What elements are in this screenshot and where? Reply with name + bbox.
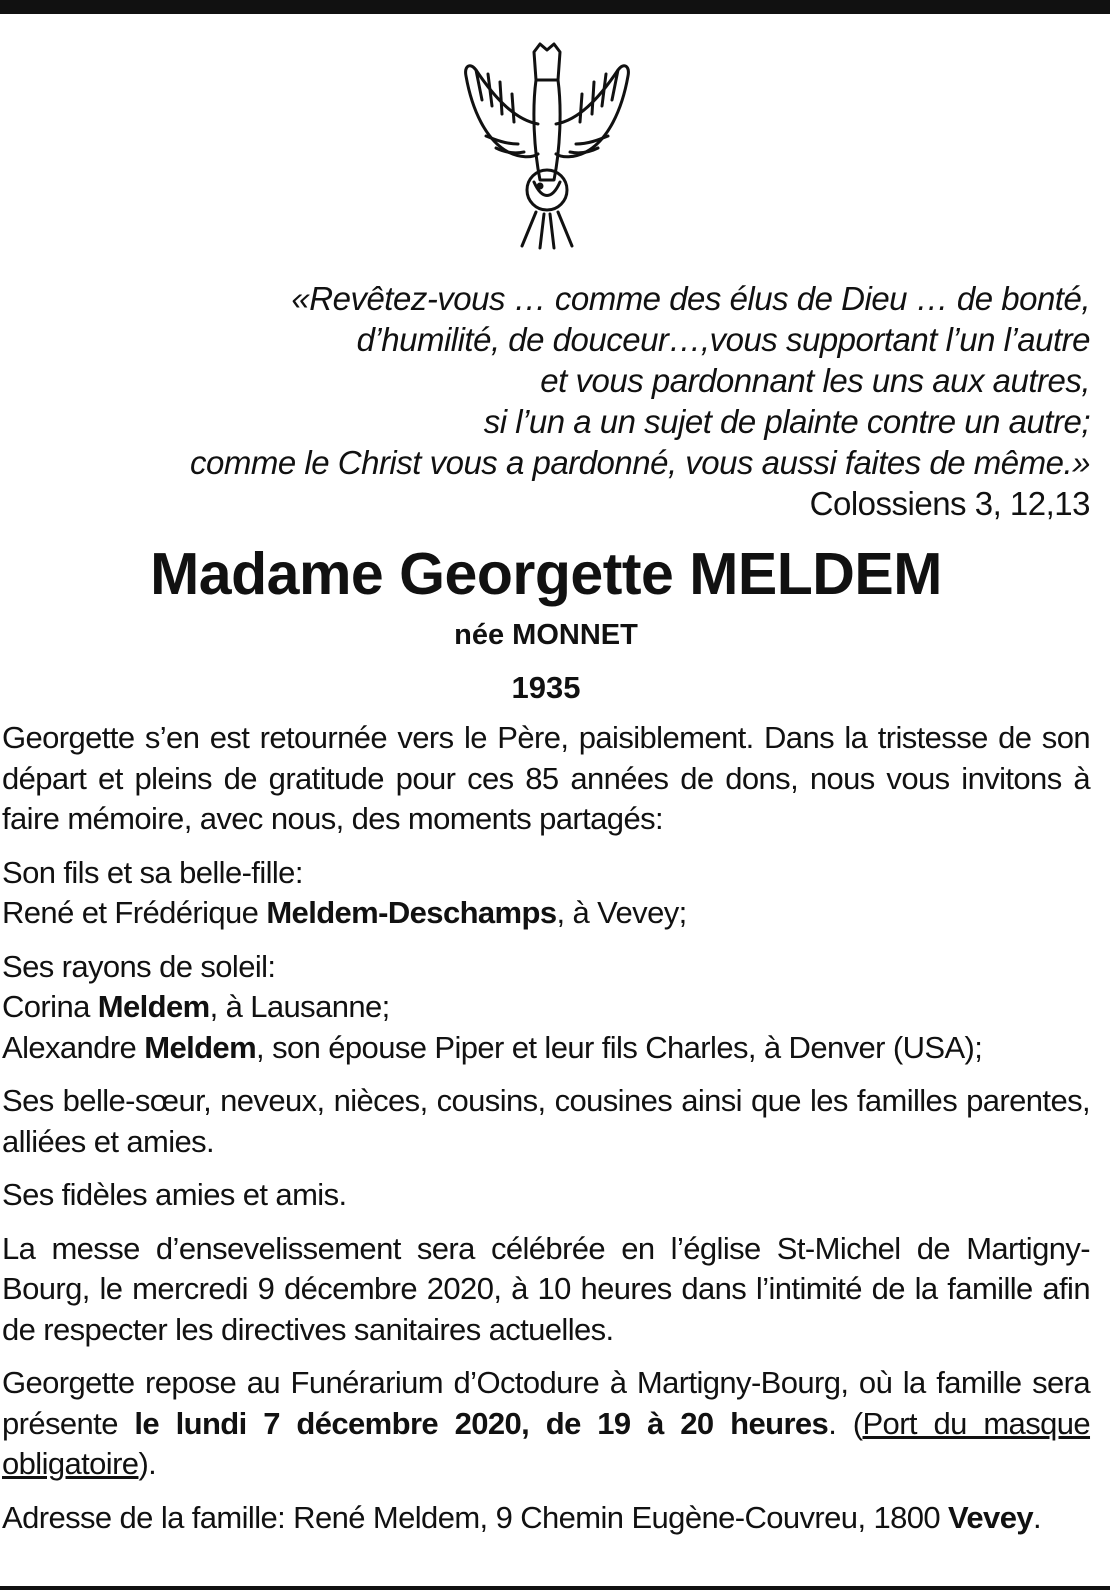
viewing-end: ).	[138, 1446, 157, 1481]
son-paragraph	[2, 853, 1090, 934]
grandchild-surname: Meldem	[97, 989, 210, 1024]
address-end: .	[1032, 1499, 1041, 1535]
scripture-reference: Colossiens 3, 12,13	[809, 485, 1090, 522]
grandchild-place: , son épouse Piper et leur fils Charles, à Denver (USA);	[256, 1029, 983, 1065]
birth-year: 1935	[511, 670, 581, 705]
quote-line: et vous pardonnant les uns aux autres,	[540, 362, 1090, 399]
son-surname: Meldem-Deschamps	[266, 895, 557, 930]
maiden-name: née MONNET	[454, 619, 638, 651]
grandchild-name: Corina	[2, 989, 98, 1024]
son-names: René et Frédérique	[2, 895, 267, 930]
obituary-body	[2, 718, 1090, 1551]
address-city: Vevey	[948, 1499, 1033, 1535]
intro-paragraph: Georgette s’en est retournée vers le Père, paisiblement. Dans la tristesse de son départ et pleins de gratitude pour ces 85 années de dons, nous vous invitons à faire mémoire, avec nous, des moments partagés:	[2, 720, 1090, 836]
grandchildren-heading: Ses rayons de soleil:	[2, 948, 276, 984]
grandchild-name: Alexandre	[2, 1029, 145, 1065]
viewing-separator: . (	[828, 1405, 863, 1441]
quote-line: comme le Christ vous a pardonné, vous aussi faites de même.»	[190, 444, 1090, 481]
family-paragraph: Ses belle-sœur, neveux, nièces, cousins, cousines ainsi que les familles parentes, alliées et amies.	[2, 1083, 1090, 1159]
mask-notice: Port du masque obligatoire	[2, 1405, 1091, 1481]
top-rule	[0, 0, 1110, 14]
dove-icon	[456, 40, 638, 252]
son-heading: Son fils et sa belle-fille:	[2, 854, 303, 890]
grandchildren-paragraph	[2, 947, 1090, 1069]
viewing-date: le lundi 7 décembre 2020, de 19 à 20 heures	[134, 1405, 829, 1441]
quote-line: si l’un a un sujet de plainte contre un autre;	[483, 403, 1090, 440]
bottom-rule	[0, 1586, 1110, 1590]
viewing-paragraph	[2, 1363, 1090, 1485]
grandchild-place: , à Lausanne;	[209, 989, 390, 1024]
mass-paragraph: La messe d’ensevelissement sera célébrée en l’église St-Michel de Martigny-Bourg, le mercredi 9 décembre 2020, à 10 heures dans l’intimité de la famille afin de respecter les directives sanitaires actuelles.	[2, 1230, 1090, 1347]
address-text: Adresse de la famille: René Meldem, 9 Chemin Eugène-Couvreu, 1800	[2, 1499, 949, 1535]
son-place: , à Vevey;	[556, 895, 687, 930]
deceased-name: Madame Georgette MELDEM	[150, 541, 942, 607]
quote-line: «Revêtez-vous … comme des élus de Dieu … de bonté,	[291, 280, 1090, 317]
viewing-text: Georgette repose au Funérarium d’Octodure à Martigny-Bourg, où la famille sera présente	[2, 1365, 1090, 1441]
address-paragraph	[2, 1498, 1090, 1539]
grandchild-surname: Meldem	[144, 1029, 257, 1065]
quote-line: d’humilité, de douceur…,vous supportant l’un l’autre	[356, 321, 1090, 358]
friends-paragraph: Ses fidèles amies et amis.	[2, 1177, 347, 1212]
scripture-quote	[120, 278, 1090, 524]
